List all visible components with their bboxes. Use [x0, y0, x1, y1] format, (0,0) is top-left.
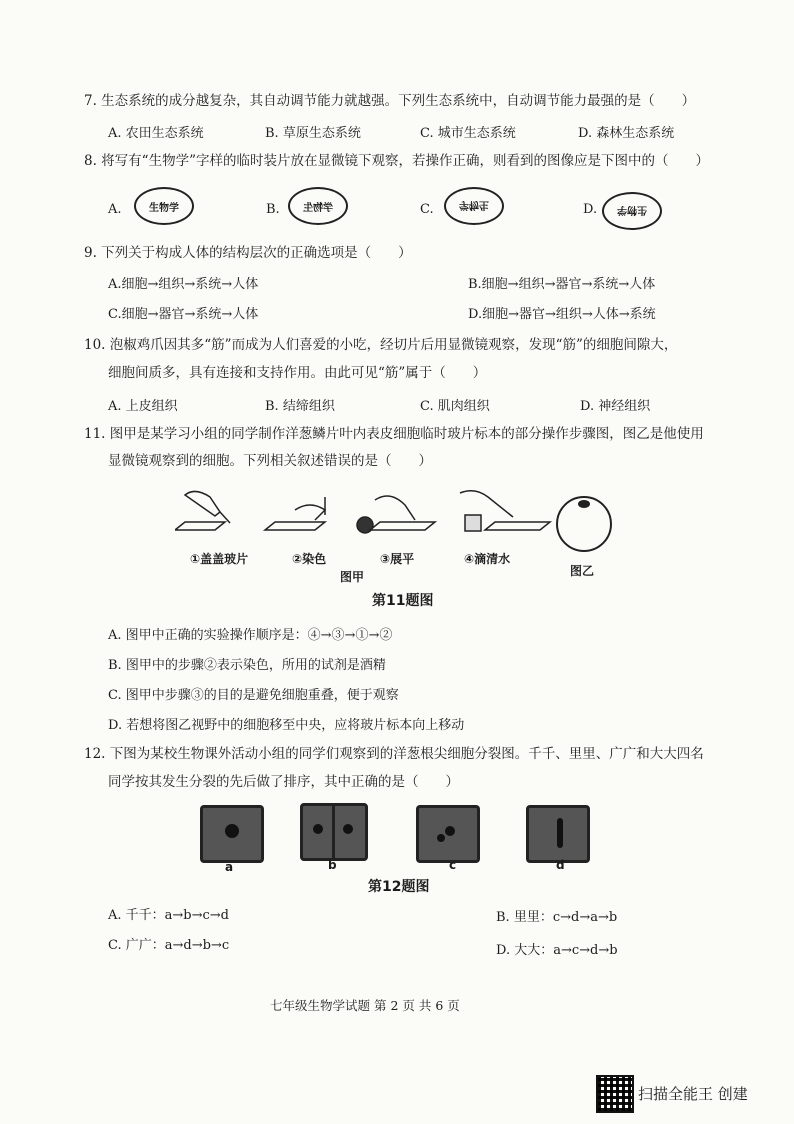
q11-step-4: ④滴清水 — [464, 552, 511, 566]
q8-label-b: B. — [266, 202, 280, 217]
q12-cell-c-nucleus — [445, 826, 455, 836]
q9-option-d: D.细胞→器官→组织→人体→系统 — [468, 307, 656, 322]
q7-option-d: D. 森林生态系统 — [578, 126, 675, 141]
q10-stem-line1: 10. 泡椒鸡爪因其多“筋”而成为人们喜爱的小吃，经切片后用显微镜观察，发现“筋”的细胞间隙大， — [84, 337, 678, 353]
q11-stem-line1: 11. 图甲是某学习小组的同学制作洋葱鳞片叶内表皮细胞临时玻片标本的部分操作步骤图，图乙是他使用 — [84, 426, 704, 442]
q12-cell-b-plate — [332, 806, 335, 858]
qr-code-icon — [596, 1075, 634, 1113]
q12-cell-c-nucleus-2 — [437, 834, 445, 842]
q9-option-b: B.细胞→组织→器官→系统→人体 — [468, 277, 656, 292]
q11-stem-line2: 显微镜观察到的细胞。下列相关叙述错误的是（ ） — [108, 453, 432, 469]
q12-cell-d — [526, 805, 590, 863]
q12-cell-c — [416, 805, 480, 863]
q7-option-a: A. 农田生态系统 — [108, 126, 204, 141]
q7-option-c: C. 城市生态系统 — [420, 126, 516, 141]
q11-figure-a-drawing — [175, 485, 575, 545]
scanner-watermark: 扫描全能王 创建 — [638, 1085, 748, 1103]
q9-option-a: A.细胞→组织→系统→人体 — [108, 277, 259, 292]
q8-image-c — [444, 187, 504, 225]
q12-cell-label-a: a — [225, 860, 234, 874]
q10-option-d: D. 神经组织 — [580, 399, 651, 414]
q8-stem: 8. 将写有“生物学”字样的临时装片放在显微镜下观察，若操作正确，则看到的图像应是下图中的（ ） — [84, 153, 709, 169]
q12-option-c: C. 广广：a→d→b→c — [108, 938, 230, 953]
q11-option-d: D. 若想将图乙视野中的细胞移至中央，应将玻片标本向上移动 — [108, 718, 465, 733]
q12-caption: 第12题图 — [368, 879, 430, 895]
q8-image-b-text: 学物生 — [303, 202, 333, 214]
q12-stem-line1: 12. 下图为某校生物课外活动小组的同学们观察到的洋葱根尖细胞分裂图。千千、里里、广广和大大四名 — [84, 746, 704, 762]
q8-image-a-text: 生物学 — [149, 202, 179, 214]
q10-option-a: A. 上皮组织 — [108, 399, 178, 414]
page-footer: 七年级生物学试题 第 2 页 共 6 页 — [270, 998, 460, 1013]
q11-figure-b-label: 图乙 — [570, 564, 595, 578]
q11-option-c: C. 图甲中步骤③的目的是避免细胞重叠，便于观察 — [108, 688, 399, 703]
q12-cell-d-nucleus — [557, 818, 563, 848]
q12-cell-label-b: b — [328, 858, 337, 872]
q12-option-b: B. 里里：c→d→a→b — [496, 910, 618, 925]
q8-label-d: D. — [583, 202, 598, 217]
q12-option-a: A. 千千：a→b→c→d — [108, 908, 230, 923]
q11-option-b: B. 图甲中的步骤②表示染色，所用的试剂是酒精 — [108, 658, 386, 673]
q11-figure-a-label: 图甲 — [340, 570, 365, 584]
q11-caption: 第11题图 — [372, 593, 434, 609]
q11-step-3: ③展平 — [380, 552, 415, 566]
q12-cell-b-nucleus-right — [343, 824, 353, 834]
q12-cell-a-nucleus — [225, 824, 239, 838]
q8-image-c-text: 学物生 — [459, 198, 489, 210]
q11-option-a: A. 图甲中正确的实验操作顺序是：④→③→①→② — [108, 628, 393, 643]
q11-figure-b-circle — [556, 496, 612, 552]
q8-image-b — [288, 187, 348, 225]
q11-step-1: ①盖盖玻片 — [190, 552, 249, 566]
q9-stem: 9. 下列关于构成人体的结构层次的正确选项是（ ） — [84, 245, 412, 261]
q10-option-b: B. 结缔组织 — [265, 399, 335, 414]
q12-cell-label-d: d — [556, 858, 565, 872]
q8-image-d-text: 生物学 — [617, 203, 647, 215]
q8-label-c: C. — [420, 202, 434, 217]
q12-cell-a — [200, 805, 264, 863]
q9-option-c: C.细胞→器官→系统→人体 — [108, 307, 259, 322]
q8-image-d — [602, 192, 662, 230]
q12-cell-b-nucleus-left — [313, 824, 323, 834]
q7-option-b: B. 草原生态系统 — [265, 126, 361, 141]
q8-label-a: A. — [108, 202, 122, 217]
q10-stem-line2: 细胞间质多，具有连接和支持作用。由此可见“筋”属于（ ） — [108, 365, 487, 381]
q11-step-2: ②染色 — [292, 552, 327, 566]
q12-cell-b — [300, 803, 368, 861]
q10-option-c: C. 肌肉组织 — [420, 399, 490, 414]
q8-image-a — [134, 187, 194, 225]
q7-stem: 7. 生态系统的成分越复杂，其自动调节能力就越强。下列生态系统中，自动调节能力最强的是（ ） — [84, 93, 696, 109]
q11-figure-b-cell — [578, 500, 590, 508]
q12-cell-label-c: c — [449, 858, 457, 872]
q12-option-d: D. 大大：a→c→d→b — [496, 943, 618, 958]
q12-stem-line2: 同学按其发生分裂的先后做了排序，其中正确的是（ ） — [108, 774, 459, 790]
